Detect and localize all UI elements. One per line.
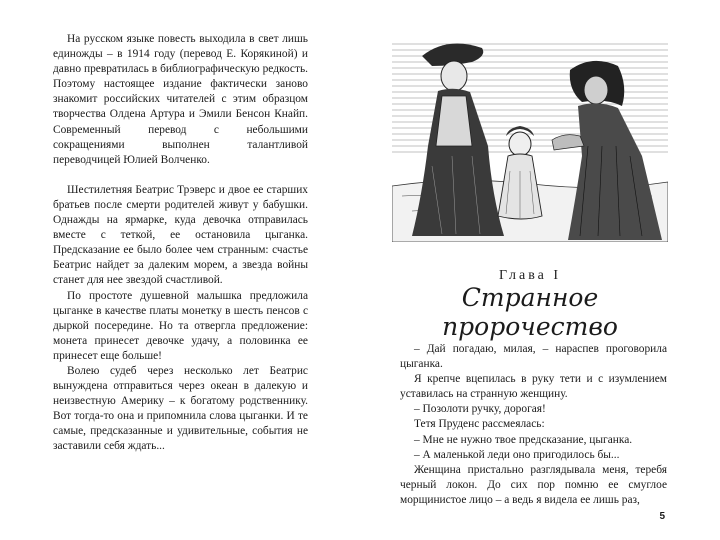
chapter-label: Глава I bbox=[498, 268, 562, 283]
right-paragraph: – Позолоти ручку, дорогая! bbox=[414, 403, 546, 416]
page-number: 5 bbox=[659, 511, 665, 522]
chapter-title: Странное пророчество bbox=[442, 283, 618, 341]
chapter-illustration bbox=[392, 36, 668, 242]
right-paragraph: Тетя Пруденс рассмеялась: bbox=[414, 418, 545, 431]
right-paragraph: – Мне не нужно твое предсказание, цыганка. bbox=[414, 433, 633, 446]
left-paragraph: Волею судеб через несколько лет Беатрис вынуждена отправиться через океан в далекую и неизвестную Америку – к богатому родственнику. Вот тогда-то она и припомнила слова цыганки. И те самые, предсказанные и удивительные, события не заставили себя ждать... bbox=[53, 364, 308, 453]
left-text-column bbox=[53, 32, 308, 455]
right-paragraph: Женщина пристально разглядывала меня, теребя черный локон. До сих пор помню ее смуглое морщинистое лицо – а ведь я видела ее лишь раз, bbox=[400, 463, 667, 506]
right-paragraph: – А маленькой леди оно пригодилось бы... bbox=[414, 448, 620, 461]
left-paragraph: Шестилетняя Беатрис Трэверс и двое ее старших братьев после смерти родителей живут у бабушки. Однажды на ярмарке, куда девочка отправилась вместе с теткой, ее остановила цыганка. Предсказание ее было более чем странным: счастье Беатрис найдет за далеким морем, а звезда войны станет для нее звездой счастливой. bbox=[53, 183, 308, 287]
left-paragraph: По простоте душевной малышка предложила цыганке в качестве платы монетку в шесть пенсов с дыркой посередине. Но та отвергла предложение: монета принесет девочке удачу, а половинка ее принесет еще больше! bbox=[53, 289, 308, 362]
right-paragraph: – Дай погадаю, милая, – нараспев проговорила цыганка. bbox=[400, 343, 667, 371]
left-paragraph: На русском языке повесть выходила в свет лишь единожды – в 1914 году (перевод Е. Корякиной) и давно превратилась в библиографическую редкость. Поэтому настоящее издание фактически заново знакомит российских читателей с этим образцом творчества Олдена Артура и Эмили Бенсон Кнайп. Современный перевод с небольшими сокращениями выполнен талантливой переводчицей Юлией Волченко. bbox=[53, 33, 308, 166]
right-paragraph: Я крепче вцепилась в руку тети и с изумлением уставилась на странную женщину. bbox=[400, 373, 667, 401]
right-text-column bbox=[400, 342, 667, 508]
